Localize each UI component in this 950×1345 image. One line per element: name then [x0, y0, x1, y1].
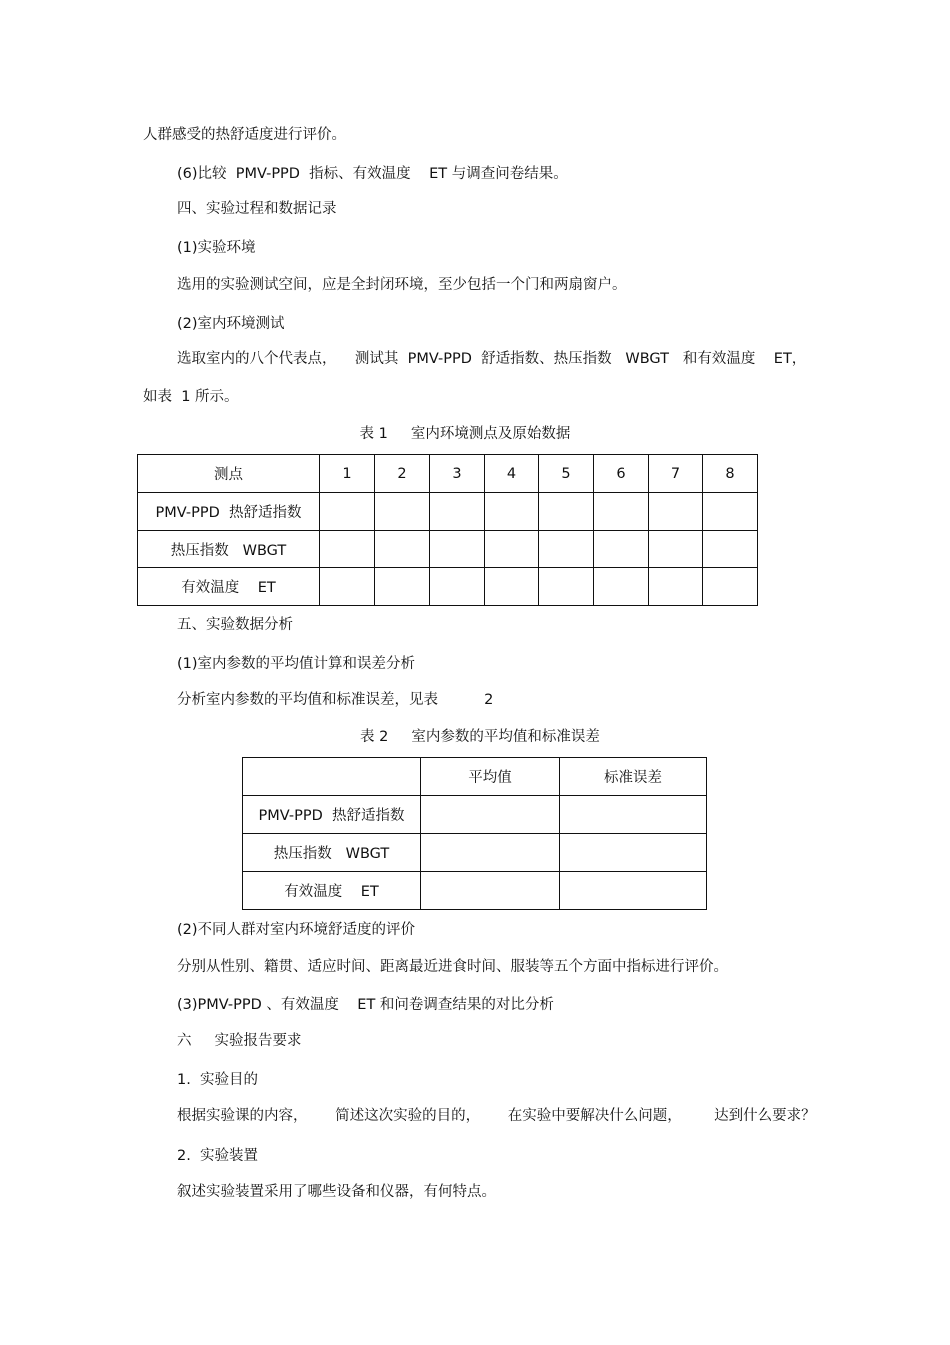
subsection-heading: (2)室内环境测试	[177, 316, 285, 332]
table1-caption: 表 1 室内环境测点及原始数据	[359, 426, 571, 442]
table1-cell	[649, 568, 703, 606]
table2-header-cell	[243, 758, 421, 796]
paragraph-line: 分别从性别、籍贯、适应时间、距离最近进食时间、服装等五个方面中指标进行评价。	[177, 959, 728, 975]
table2-header-cell: 标准误差	[560, 758, 707, 796]
paragraph-line: 选用的实验测试空间，应是全封闭环境，至少包括一个门和两扇窗户。	[177, 277, 627, 293]
table2-row	[243, 834, 707, 872]
table2-row-label: 有效温度 ET	[243, 872, 421, 910]
paragraph-line: 人群感受的热舒适度进行评价。	[143, 127, 346, 143]
table2	[242, 757, 707, 910]
table1-cell	[430, 568, 485, 606]
subsection-heading: (2)不同人群对室内环境舒适度的评价	[177, 922, 416, 938]
table2-caption: 表 2 室内参数的平均值和标准误差	[360, 729, 600, 745]
table2-row-label: PMV-PPD 热舒适指数	[243, 796, 421, 834]
table1-cell	[320, 531, 375, 568]
table2-cell	[421, 872, 560, 910]
table1-header-cell: 3	[430, 455, 485, 493]
subsection-heading: (3)PMV-PPD 、有效温度 ET 和问卷调查结果的对比分析	[177, 997, 554, 1013]
table1-row	[138, 531, 758, 568]
table1-cell	[485, 493, 539, 531]
paragraph-line: 如表 1 所示。	[143, 389, 239, 405]
table2-row	[243, 872, 707, 910]
table2-cell	[421, 834, 560, 872]
table1-cell	[320, 493, 375, 531]
table1-row-label: 有效温度 ET	[138, 568, 320, 606]
table1-cell	[649, 531, 703, 568]
table2-header-row	[243, 758, 707, 796]
paragraph-line: (6)比较 PMV-PPD 指标、有效温度 ET 与调查问卷结果。	[177, 166, 568, 182]
table1-header-cell: 1	[320, 455, 375, 493]
table1-row	[138, 493, 758, 531]
table1-header-cell: 2	[375, 455, 430, 493]
subsection-heading: (1)室内参数的平均值计算和误差分析	[177, 656, 416, 672]
table2-cell	[421, 796, 560, 834]
table2-row-label: 热压指数 WBGT	[243, 834, 421, 872]
table1-cell	[539, 531, 594, 568]
table1-row	[138, 568, 758, 606]
table1-cell	[539, 568, 594, 606]
table1-header-cell: 7	[649, 455, 703, 493]
table2-row	[243, 796, 707, 834]
paragraph-line: 根据实验课的内容， 简述这次实验的目的， 在实验中要解决什么问题， 达到什么要求？	[177, 1108, 816, 1124]
subsection-heading: 1. 实验目的	[177, 1072, 259, 1088]
table1-header-cell: 4	[485, 455, 539, 493]
table1-cell	[539, 493, 594, 531]
table1-cell	[375, 493, 430, 531]
table2-header-cell: 平均值	[421, 758, 560, 796]
paragraph-line: 选取室内的八个代表点， 测试其 PMV-PPD 舒适指数、热压指数 WBGT 和有效温度 ET，	[177, 351, 807, 367]
table1-cell	[594, 568, 649, 606]
table1-header-row	[138, 455, 758, 493]
table1-header-cell: 6	[594, 455, 649, 493]
section-heading: 六 实验报告要求	[177, 1033, 302, 1049]
table1-cell	[375, 568, 430, 606]
table1-cell	[375, 531, 430, 568]
table1-cell	[320, 568, 375, 606]
subsection-heading: 2. 实验装置	[177, 1148, 259, 1164]
table1-cell	[594, 493, 649, 531]
table1-header-cell: 8	[703, 455, 758, 493]
table1-row-label: 热压指数 WBGT	[138, 531, 320, 568]
table1-header-cell: 测点	[138, 455, 320, 493]
table2-cell	[560, 796, 707, 834]
table2-cell	[560, 872, 707, 910]
table1	[137, 454, 758, 606]
table1-cell	[485, 568, 539, 606]
table1-cell	[430, 531, 485, 568]
table1-cell	[594, 531, 649, 568]
table1-cell	[703, 531, 758, 568]
subsection-heading: (1)实验环境	[177, 240, 256, 256]
table1-cell	[649, 493, 703, 531]
table1-cell	[485, 531, 539, 568]
table1-row-label: PMV-PPD 热舒适指数	[138, 493, 320, 531]
section-heading: 五、实验数据分析	[177, 617, 293, 633]
table1-header-cell: 5	[539, 455, 594, 493]
table1-cell	[430, 493, 485, 531]
table2-cell	[560, 834, 707, 872]
table1-cell	[703, 493, 758, 531]
table1-cell	[703, 568, 758, 606]
section-heading: 四、实验过程和数据记录	[177, 201, 337, 217]
paragraph-line: 叙述实验装置采用了哪些设备和仪器，有何特点。	[177, 1184, 496, 1200]
paragraph-line: 分析室内参数的平均值和标准误差，见表 2	[177, 692, 494, 708]
